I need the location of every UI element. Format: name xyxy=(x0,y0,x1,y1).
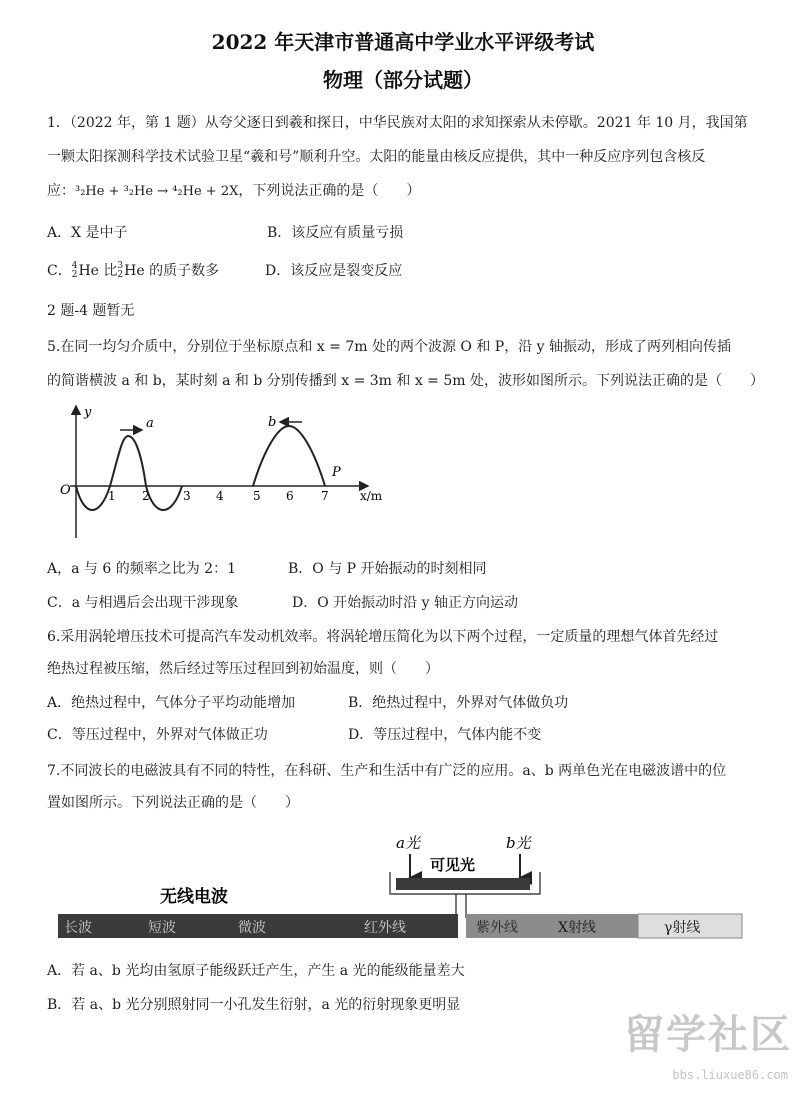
x-ticks xyxy=(108,489,329,503)
q1-option-c-suffix: He 的质子数多 xyxy=(124,263,220,279)
x-tick-label: 2 xyxy=(142,489,150,503)
gap-note: 2 题-4 题暂无 xyxy=(47,303,135,319)
q1-option-c-prefix: C． xyxy=(47,263,72,279)
y-axis-label: y xyxy=(84,405,92,420)
watermark-logo: 留学社区 xyxy=(624,1012,792,1058)
q7-stem-line2: 置如图所示。下列说法正确的是（ ） xyxy=(47,795,299,811)
q5-option-a: A，a 与 6 的频率之比为 2：1 xyxy=(47,561,236,577)
q5-option-d: D．O 开始振动时沿 y 轴正方向运动 xyxy=(292,595,518,611)
x-tick-label: 3 xyxy=(183,489,191,503)
q7-stem-line1: 7.不同波长的电磁波具有不同的特性，在科研、生产和生活中有广泛的应用。a、b 两单色光在电磁波谱中的位 xyxy=(47,763,727,779)
q1-stem-line2: 一颗太阳探测科学技术试验卫星“羲和号”顺利升空。太阳的能量由核反应提供，其中一种反应序列包含核反 xyxy=(47,149,706,165)
q6-option-a: A．绝热过程中，气体分子平均动能增加 xyxy=(47,695,296,711)
x-tick-label: 7 xyxy=(321,489,329,503)
q1-option-c-mid: He 比 xyxy=(78,263,118,279)
x-tick-label: 6 xyxy=(286,489,294,503)
visible-band xyxy=(396,878,530,890)
page-subtitle: 物理（部分试题） xyxy=(323,68,483,92)
q1-reaction: ³₂He + ³₂He → ⁴₂He + 2X xyxy=(75,184,239,199)
band-label: 紫外线 xyxy=(476,920,518,936)
band-label: 长波 xyxy=(64,920,92,936)
b-light-label: b光 xyxy=(506,834,531,852)
q1-stem-line1: 1．（2022 年，第 1 题）从夸父逐日到羲和探日，中华民族对太阳的求知探索从未停歇。2021 年 10 月，我国第 xyxy=(47,115,748,131)
band-label: X射线 xyxy=(558,920,596,936)
spectrum-figure xyxy=(50,826,750,946)
q5-option-b: B．O 与 P 开始振动的时刻相同 xyxy=(288,561,487,577)
q6-stem-line2: 绝热过程被压缩，然后经过等压过程回到初始温度，则（ ） xyxy=(47,661,439,677)
band-label: 红外线 xyxy=(364,920,406,936)
wave-b-curve xyxy=(253,426,325,486)
q6-option-b: B．绝热过程中，外界对气体做负功 xyxy=(348,695,569,711)
helium4-isotope-mark: 4 2 xyxy=(71,261,78,280)
x-axis-label: x/m xyxy=(360,489,383,503)
x-tick-label: 1 xyxy=(108,489,116,503)
q7-option-b: B．若 a、b 光分别照射同一小孔发生衍射，a 光的衍射现象更明显 xyxy=(47,997,461,1013)
radio-wave-label: 无线电波 xyxy=(160,887,228,907)
band-label: 微波 xyxy=(238,920,266,936)
wave-a-curve xyxy=(76,436,182,510)
wave-figure xyxy=(50,400,390,540)
band-label: 短波 xyxy=(148,920,176,936)
q1-line3-prefix: 应： xyxy=(47,183,75,199)
q1-option-d: D．该反应是裂变反应 xyxy=(265,263,403,279)
q6-stem-line1: 6.采用涡轮增压技术可提高汽车发动机效率。将涡轮增压简化为以下两个过程，一定质量的理想气体首先经过 xyxy=(47,629,719,645)
q1-option-b: B．该反应有质量亏损 xyxy=(267,225,404,241)
watermark-url: bbs.liuxue86.com xyxy=(672,1068,788,1082)
point-p-label: P xyxy=(332,465,341,480)
page-title: 2022 年天津市普通高中学业水平评级考试 xyxy=(211,30,595,54)
q6-option-c: C．等压过程中，外界对气体做正功 xyxy=(47,727,268,743)
x-tick-label: 4 xyxy=(216,489,224,503)
q1-line3-suffix: ，下列说法正确的是（ ） xyxy=(238,183,421,199)
q7-option-a: A．若 a、b 光均由氢原子能级跃迁产生，产生 a 光的能级能量差大 xyxy=(47,963,465,979)
q6-option-d: D．等压过程中，气体内能不变 xyxy=(348,727,542,743)
origin-label: O xyxy=(60,483,71,498)
x-tick-label: 5 xyxy=(253,489,261,503)
helium3-isotope-mark: 3 2 xyxy=(117,261,124,280)
q1-option-c xyxy=(47,260,219,280)
wave-a-label: a xyxy=(146,416,154,431)
q5-stem-line1: 5.在同一均匀介质中，分别位于坐标原点和 x = 7m 处的两个波源 O 和 P，沿 y 轴振动，形成了两列相向传插 xyxy=(47,339,732,355)
q1-option-a: A．X 是中子 xyxy=(47,225,128,241)
q5-option-c: C．a 与相遇后会出现干涉现象 xyxy=(47,595,239,611)
visible-light-label: 可见光 xyxy=(430,856,476,874)
q1-stem-line3 xyxy=(47,180,420,200)
a-light-label: a光 xyxy=(396,834,420,852)
q5-stem-line2: 的简谐横波 a 和 b，某时刻 a 和 b 分别传播到 x = 3m 和 x = 5m 处，波形如图所示。下列说法正确的是（ ） xyxy=(47,373,764,389)
band-label: γ射线 xyxy=(664,920,701,936)
wave-b-label: b xyxy=(268,415,277,430)
